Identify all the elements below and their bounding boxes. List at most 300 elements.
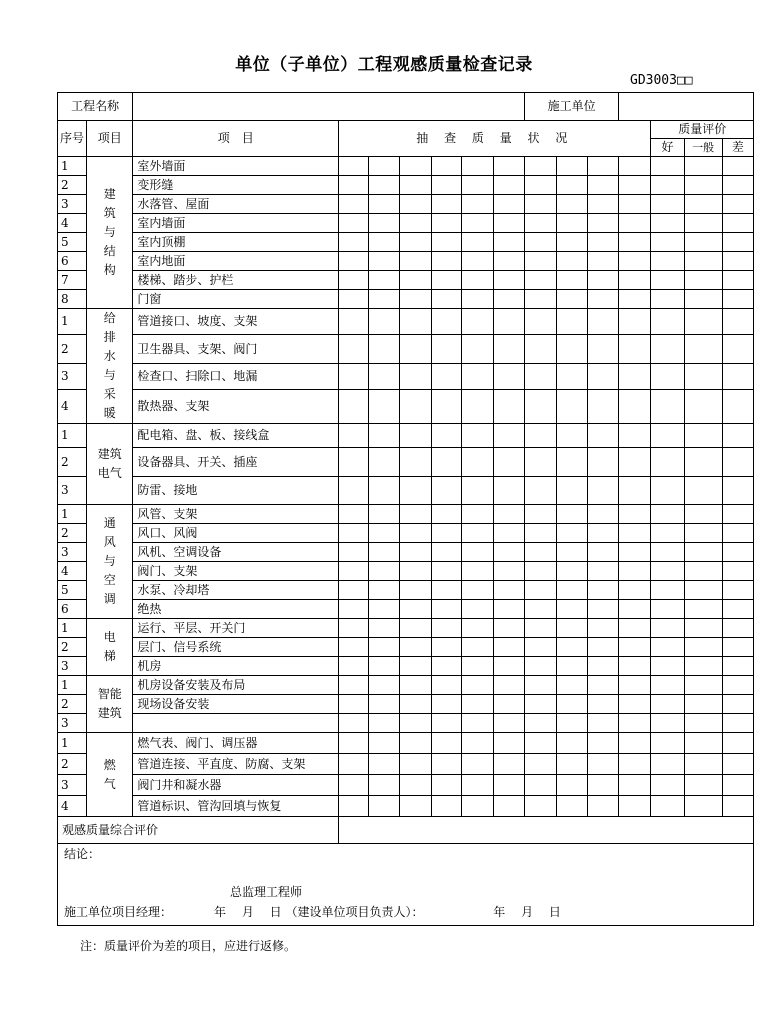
sampling-cell[interactable]: [588, 448, 619, 477]
sampling-cell[interactable]: [524, 638, 556, 657]
sampling-cell[interactable]: [619, 424, 651, 448]
sampling-cell[interactable]: [431, 619, 461, 638]
sampling-cell[interactable]: [339, 290, 369, 309]
sampling-cell[interactable]: [431, 600, 461, 619]
sampling-cell[interactable]: [524, 657, 556, 676]
rating-poor-cell[interactable]: [722, 448, 753, 477]
sampling-cell[interactable]: [369, 676, 400, 695]
sampling-cell[interactable]: [400, 695, 431, 714]
sampling-cell[interactable]: [339, 676, 369, 695]
sampling-cell[interactable]: [588, 157, 619, 176]
sampling-cell[interactable]: [557, 754, 588, 775]
sampling-cell[interactable]: [588, 581, 619, 600]
rating-normal-cell[interactable]: [684, 619, 722, 638]
sampling-cell[interactable]: [588, 796, 619, 817]
rating-normal-cell[interactable]: [684, 363, 722, 389]
rating-poor-cell[interactable]: [722, 775, 753, 796]
sampling-cell[interactable]: [339, 505, 369, 524]
sampling-cell[interactable]: [369, 214, 400, 233]
rating-normal-cell[interactable]: [684, 524, 722, 543]
sampling-cell[interactable]: [369, 543, 400, 562]
sampling-cell[interactable]: [461, 390, 493, 424]
sampling-cell[interactable]: [524, 695, 556, 714]
sampling-cell[interactable]: [493, 290, 524, 309]
rating-poor-cell[interactable]: [722, 638, 753, 657]
rating-normal-cell[interactable]: [684, 638, 722, 657]
sampling-cell[interactable]: [369, 638, 400, 657]
sampling-cell[interactable]: [493, 581, 524, 600]
sampling-cell[interactable]: [588, 252, 619, 271]
sampling-cell[interactable]: [619, 505, 651, 524]
sampling-cell[interactable]: [588, 233, 619, 252]
sampling-cell[interactable]: [619, 363, 651, 389]
rating-good-cell[interactable]: [651, 733, 684, 754]
rating-normal-cell[interactable]: [684, 505, 722, 524]
rating-good-cell[interactable]: [651, 290, 684, 309]
sampling-cell[interactable]: [461, 638, 493, 657]
sampling-cell[interactable]: [619, 233, 651, 252]
sampling-cell[interactable]: [619, 157, 651, 176]
sampling-cell[interactable]: [557, 271, 588, 290]
rating-poor-cell[interactable]: [722, 214, 753, 233]
sampling-cell[interactable]: [431, 695, 461, 714]
sampling-cell[interactable]: [619, 214, 651, 233]
sampling-cell[interactable]: [369, 233, 400, 252]
sampling-cell[interactable]: [431, 524, 461, 543]
sampling-cell[interactable]: [557, 619, 588, 638]
sampling-cell[interactable]: [493, 796, 524, 817]
sampling-cell[interactable]: [339, 524, 369, 543]
sampling-cell[interactable]: [619, 600, 651, 619]
rating-normal-cell[interactable]: [684, 695, 722, 714]
sampling-cell[interactable]: [339, 252, 369, 271]
sampling-cell[interactable]: [431, 390, 461, 424]
rating-poor-cell[interactable]: [722, 619, 753, 638]
sampling-cell[interactable]: [400, 581, 431, 600]
rating-poor-cell[interactable]: [722, 477, 753, 505]
sampling-cell[interactable]: [619, 754, 651, 775]
rating-good-cell[interactable]: [651, 214, 684, 233]
sampling-cell[interactable]: [524, 157, 556, 176]
sampling-cell[interactable]: [369, 524, 400, 543]
sampling-cell[interactable]: [369, 176, 400, 195]
rating-good-cell[interactable]: [651, 796, 684, 817]
sampling-cell[interactable]: [524, 600, 556, 619]
sampling-cell[interactable]: [557, 695, 588, 714]
sampling-cell[interactable]: [339, 477, 369, 505]
sampling-cell[interactable]: [493, 695, 524, 714]
sampling-cell[interactable]: [461, 176, 493, 195]
sampling-cell[interactable]: [588, 335, 619, 363]
sampling-cell[interactable]: [557, 335, 588, 363]
sampling-cell[interactable]: [524, 252, 556, 271]
rating-poor-cell[interactable]: [722, 714, 753, 733]
sampling-cell[interactable]: [461, 600, 493, 619]
sampling-cell[interactable]: [493, 754, 524, 775]
sampling-cell[interactable]: [557, 775, 588, 796]
sampling-cell[interactable]: [400, 754, 431, 775]
sampling-cell[interactable]: [619, 676, 651, 695]
sampling-cell[interactable]: [524, 581, 556, 600]
sampling-cell[interactable]: [339, 796, 369, 817]
rating-normal-cell[interactable]: [684, 195, 722, 214]
sampling-cell[interactable]: [400, 233, 431, 252]
sampling-cell[interactable]: [369, 796, 400, 817]
sampling-cell[interactable]: [461, 676, 493, 695]
sampling-cell[interactable]: [588, 424, 619, 448]
rating-good-cell[interactable]: [651, 754, 684, 775]
sampling-cell[interactable]: [461, 562, 493, 581]
sampling-cell[interactable]: [493, 424, 524, 448]
rating-normal-cell[interactable]: [684, 562, 722, 581]
rating-good-cell[interactable]: [651, 543, 684, 562]
sampling-cell[interactable]: [400, 195, 431, 214]
sampling-cell[interactable]: [493, 562, 524, 581]
sampling-cell[interactable]: [619, 176, 651, 195]
sampling-cell[interactable]: [369, 477, 400, 505]
rating-good-cell[interactable]: [651, 524, 684, 543]
sampling-cell[interactable]: [493, 271, 524, 290]
sampling-cell[interactable]: [588, 543, 619, 562]
sampling-cell[interactable]: [461, 424, 493, 448]
sampling-cell[interactable]: [431, 581, 461, 600]
sampling-cell[interactable]: [619, 657, 651, 676]
rating-good-cell[interactable]: [651, 448, 684, 477]
sampling-cell[interactable]: [557, 638, 588, 657]
sampling-cell[interactable]: [339, 754, 369, 775]
rating-normal-cell[interactable]: [684, 448, 722, 477]
sampling-cell[interactable]: [619, 796, 651, 817]
rating-normal-cell[interactable]: [684, 252, 722, 271]
sampling-cell[interactable]: [339, 214, 369, 233]
sampling-cell[interactable]: [461, 543, 493, 562]
sampling-cell[interactable]: [588, 176, 619, 195]
sampling-cell[interactable]: [557, 448, 588, 477]
sampling-cell[interactable]: [369, 252, 400, 271]
sampling-cell[interactable]: [524, 424, 556, 448]
rating-poor-cell[interactable]: [722, 505, 753, 524]
sampling-cell[interactable]: [619, 309, 651, 335]
rating-poor-cell[interactable]: [722, 309, 753, 335]
rating-normal-cell[interactable]: [684, 775, 722, 796]
sampling-cell[interactable]: [493, 619, 524, 638]
rating-good-cell[interactable]: [651, 233, 684, 252]
rating-poor-cell[interactable]: [722, 581, 753, 600]
rating-normal-cell[interactable]: [684, 335, 722, 363]
sampling-cell[interactable]: [400, 676, 431, 695]
sampling-cell[interactable]: [431, 176, 461, 195]
sampling-cell[interactable]: [431, 796, 461, 817]
sampling-cell[interactable]: [588, 363, 619, 389]
sampling-cell[interactable]: [619, 335, 651, 363]
sampling-cell[interactable]: [588, 619, 619, 638]
sampling-cell[interactable]: [557, 505, 588, 524]
sampling-cell[interactable]: [400, 363, 431, 389]
rating-good-cell[interactable]: [651, 775, 684, 796]
sampling-cell[interactable]: [619, 252, 651, 271]
sampling-cell[interactable]: [557, 252, 588, 271]
sampling-cell[interactable]: [339, 233, 369, 252]
sampling-cell[interactable]: [369, 505, 400, 524]
sampling-cell[interactable]: [524, 233, 556, 252]
sampling-cell[interactable]: [557, 390, 588, 424]
sampling-cell[interactable]: [431, 233, 461, 252]
sampling-cell[interactable]: [369, 335, 400, 363]
sampling-cell[interactable]: [493, 390, 524, 424]
rating-good-cell[interactable]: [651, 335, 684, 363]
sampling-cell[interactable]: [524, 754, 556, 775]
sampling-cell[interactable]: [493, 335, 524, 363]
sampling-cell[interactable]: [524, 733, 556, 754]
sampling-cell[interactable]: [588, 695, 619, 714]
conclusion-cell[interactable]: [58, 844, 754, 926]
rating-good-cell[interactable]: [651, 477, 684, 505]
sampling-cell[interactable]: [619, 619, 651, 638]
rating-good-cell[interactable]: [651, 714, 684, 733]
sampling-cell[interactable]: [431, 638, 461, 657]
rating-good-cell[interactable]: [651, 271, 684, 290]
sampling-cell[interactable]: [493, 543, 524, 562]
rating-poor-cell[interactable]: [722, 233, 753, 252]
sampling-cell[interactable]: [493, 309, 524, 335]
sampling-cell[interactable]: [369, 657, 400, 676]
sampling-cell[interactable]: [493, 176, 524, 195]
sampling-cell[interactable]: [339, 335, 369, 363]
rating-normal-cell[interactable]: [684, 309, 722, 335]
sampling-cell[interactable]: [524, 335, 556, 363]
sampling-cell[interactable]: [431, 733, 461, 754]
rating-poor-cell[interactable]: [722, 600, 753, 619]
construction-unit-field[interactable]: [619, 93, 754, 121]
rating-normal-cell[interactable]: [684, 754, 722, 775]
summary-field[interactable]: [339, 817, 754, 844]
sampling-cell[interactable]: [524, 714, 556, 733]
rating-good-cell[interactable]: [651, 676, 684, 695]
sampling-cell[interactable]: [339, 619, 369, 638]
sampling-cell[interactable]: [588, 290, 619, 309]
rating-good-cell[interactable]: [651, 619, 684, 638]
sampling-cell[interactable]: [339, 195, 369, 214]
sampling-cell[interactable]: [339, 176, 369, 195]
project-name-field[interactable]: [133, 93, 525, 121]
sampling-cell[interactable]: [369, 271, 400, 290]
sampling-cell[interactable]: [369, 619, 400, 638]
rating-normal-cell[interactable]: [684, 290, 722, 309]
sampling-cell[interactable]: [461, 252, 493, 271]
sampling-cell[interactable]: [493, 524, 524, 543]
sampling-cell[interactable]: [524, 448, 556, 477]
sampling-cell[interactable]: [524, 524, 556, 543]
sampling-cell[interactable]: [400, 733, 431, 754]
sampling-cell[interactable]: [557, 581, 588, 600]
rating-normal-cell[interactable]: [684, 424, 722, 448]
sampling-cell[interactable]: [524, 676, 556, 695]
sampling-cell[interactable]: [557, 524, 588, 543]
sampling-cell[interactable]: [524, 619, 556, 638]
sampling-cell[interactable]: [619, 562, 651, 581]
rating-good-cell[interactable]: [651, 600, 684, 619]
sampling-cell[interactable]: [461, 695, 493, 714]
sampling-cell[interactable]: [400, 600, 431, 619]
rating-poor-cell[interactable]: [722, 733, 753, 754]
sampling-cell[interactable]: [588, 390, 619, 424]
rating-good-cell[interactable]: [651, 505, 684, 524]
sampling-cell[interactable]: [588, 638, 619, 657]
sampling-cell[interactable]: [493, 214, 524, 233]
sampling-cell[interactable]: [339, 695, 369, 714]
sampling-cell[interactable]: [431, 195, 461, 214]
rating-good-cell[interactable]: [651, 562, 684, 581]
sampling-cell[interactable]: [431, 754, 461, 775]
sampling-cell[interactable]: [400, 714, 431, 733]
rating-normal-cell[interactable]: [684, 676, 722, 695]
sampling-cell[interactable]: [524, 271, 556, 290]
rating-good-cell[interactable]: [651, 638, 684, 657]
sampling-cell[interactable]: [524, 477, 556, 505]
sampling-cell[interactable]: [493, 477, 524, 505]
sampling-cell[interactable]: [557, 543, 588, 562]
sampling-cell[interactable]: [400, 524, 431, 543]
sampling-cell[interactable]: [400, 290, 431, 309]
sampling-cell[interactable]: [619, 638, 651, 657]
sampling-cell[interactable]: [619, 733, 651, 754]
sampling-cell[interactable]: [339, 600, 369, 619]
rating-poor-cell[interactable]: [722, 363, 753, 389]
rating-poor-cell[interactable]: [722, 524, 753, 543]
sampling-cell[interactable]: [461, 619, 493, 638]
sampling-cell[interactable]: [557, 424, 588, 448]
sampling-cell[interactable]: [557, 157, 588, 176]
rating-poor-cell[interactable]: [722, 290, 753, 309]
rating-poor-cell[interactable]: [722, 252, 753, 271]
sampling-cell[interactable]: [431, 477, 461, 505]
rating-poor-cell[interactable]: [722, 562, 753, 581]
sampling-cell[interactable]: [431, 543, 461, 562]
sampling-cell[interactable]: [524, 195, 556, 214]
sampling-cell[interactable]: [431, 271, 461, 290]
sampling-cell[interactable]: [493, 505, 524, 524]
rating-good-cell[interactable]: [651, 309, 684, 335]
sampling-cell[interactable]: [461, 581, 493, 600]
sampling-cell[interactable]: [431, 309, 461, 335]
sampling-cell[interactable]: [493, 600, 524, 619]
rating-poor-cell[interactable]: [722, 754, 753, 775]
rating-poor-cell[interactable]: [722, 176, 753, 195]
rating-normal-cell[interactable]: [684, 214, 722, 233]
sampling-cell[interactable]: [431, 505, 461, 524]
sampling-cell[interactable]: [557, 214, 588, 233]
sampling-cell[interactable]: [524, 390, 556, 424]
sampling-cell[interactable]: [461, 195, 493, 214]
sampling-cell[interactable]: [557, 562, 588, 581]
sampling-cell[interactable]: [588, 309, 619, 335]
sampling-cell[interactable]: [524, 796, 556, 817]
sampling-cell[interactable]: [369, 600, 400, 619]
rating-poor-cell[interactable]: [722, 424, 753, 448]
sampling-cell[interactable]: [588, 477, 619, 505]
sampling-cell[interactable]: [369, 309, 400, 335]
sampling-cell[interactable]: [588, 195, 619, 214]
sampling-cell[interactable]: [431, 335, 461, 363]
sampling-cell[interactable]: [524, 775, 556, 796]
rating-good-cell[interactable]: [651, 252, 684, 271]
rating-normal-cell[interactable]: [684, 390, 722, 424]
sampling-cell[interactable]: [461, 335, 493, 363]
sampling-cell[interactable]: [557, 600, 588, 619]
sampling-cell[interactable]: [431, 448, 461, 477]
rating-normal-cell[interactable]: [684, 796, 722, 817]
rating-good-cell[interactable]: [651, 390, 684, 424]
sampling-cell[interactable]: [400, 252, 431, 271]
rating-poor-cell[interactable]: [722, 657, 753, 676]
sampling-cell[interactable]: [369, 775, 400, 796]
sampling-cell[interactable]: [461, 505, 493, 524]
sampling-cell[interactable]: [619, 524, 651, 543]
sampling-cell[interactable]: [369, 448, 400, 477]
sampling-cell[interactable]: [431, 214, 461, 233]
sampling-cell[interactable]: [588, 562, 619, 581]
sampling-cell[interactable]: [588, 524, 619, 543]
rating-normal-cell[interactable]: [684, 657, 722, 676]
sampling-cell[interactable]: [557, 733, 588, 754]
sampling-cell[interactable]: [461, 157, 493, 176]
sampling-cell[interactable]: [493, 252, 524, 271]
sampling-cell[interactable]: [369, 754, 400, 775]
sampling-cell[interactable]: [400, 271, 431, 290]
sampling-cell[interactable]: [339, 271, 369, 290]
rating-poor-cell[interactable]: [722, 271, 753, 290]
sampling-cell[interactable]: [431, 424, 461, 448]
rating-normal-cell[interactable]: [684, 157, 722, 176]
rating-poor-cell[interactable]: [722, 390, 753, 424]
sampling-cell[interactable]: [431, 562, 461, 581]
sampling-cell[interactable]: [588, 214, 619, 233]
sampling-cell[interactable]: [588, 676, 619, 695]
sampling-cell[interactable]: [461, 290, 493, 309]
sampling-cell[interactable]: [461, 733, 493, 754]
sampling-cell[interactable]: [524, 562, 556, 581]
rating-poor-cell[interactable]: [722, 676, 753, 695]
sampling-cell[interactable]: [369, 562, 400, 581]
sampling-cell[interactable]: [461, 309, 493, 335]
sampling-cell[interactable]: [400, 562, 431, 581]
sampling-cell[interactable]: [619, 543, 651, 562]
sampling-cell[interactable]: [493, 733, 524, 754]
sampling-cell[interactable]: [619, 195, 651, 214]
rating-normal-cell[interactable]: [684, 176, 722, 195]
sampling-cell[interactable]: [339, 775, 369, 796]
sampling-cell[interactable]: [557, 676, 588, 695]
sampling-cell[interactable]: [619, 271, 651, 290]
rating-normal-cell[interactable]: [684, 271, 722, 290]
sampling-cell[interactable]: [557, 477, 588, 505]
sampling-cell[interactable]: [400, 796, 431, 817]
sampling-cell[interactable]: [369, 733, 400, 754]
sampling-cell[interactable]: [400, 505, 431, 524]
sampling-cell[interactable]: [619, 448, 651, 477]
sampling-cell[interactable]: [493, 775, 524, 796]
sampling-cell[interactable]: [524, 363, 556, 389]
sampling-cell[interactable]: [431, 252, 461, 271]
sampling-cell[interactable]: [524, 505, 556, 524]
rating-poor-cell[interactable]: [722, 796, 753, 817]
sampling-cell[interactable]: [339, 309, 369, 335]
sampling-cell[interactable]: [400, 390, 431, 424]
sampling-cell[interactable]: [619, 775, 651, 796]
sampling-cell[interactable]: [619, 581, 651, 600]
rating-good-cell[interactable]: [651, 363, 684, 389]
sampling-cell[interactable]: [400, 775, 431, 796]
